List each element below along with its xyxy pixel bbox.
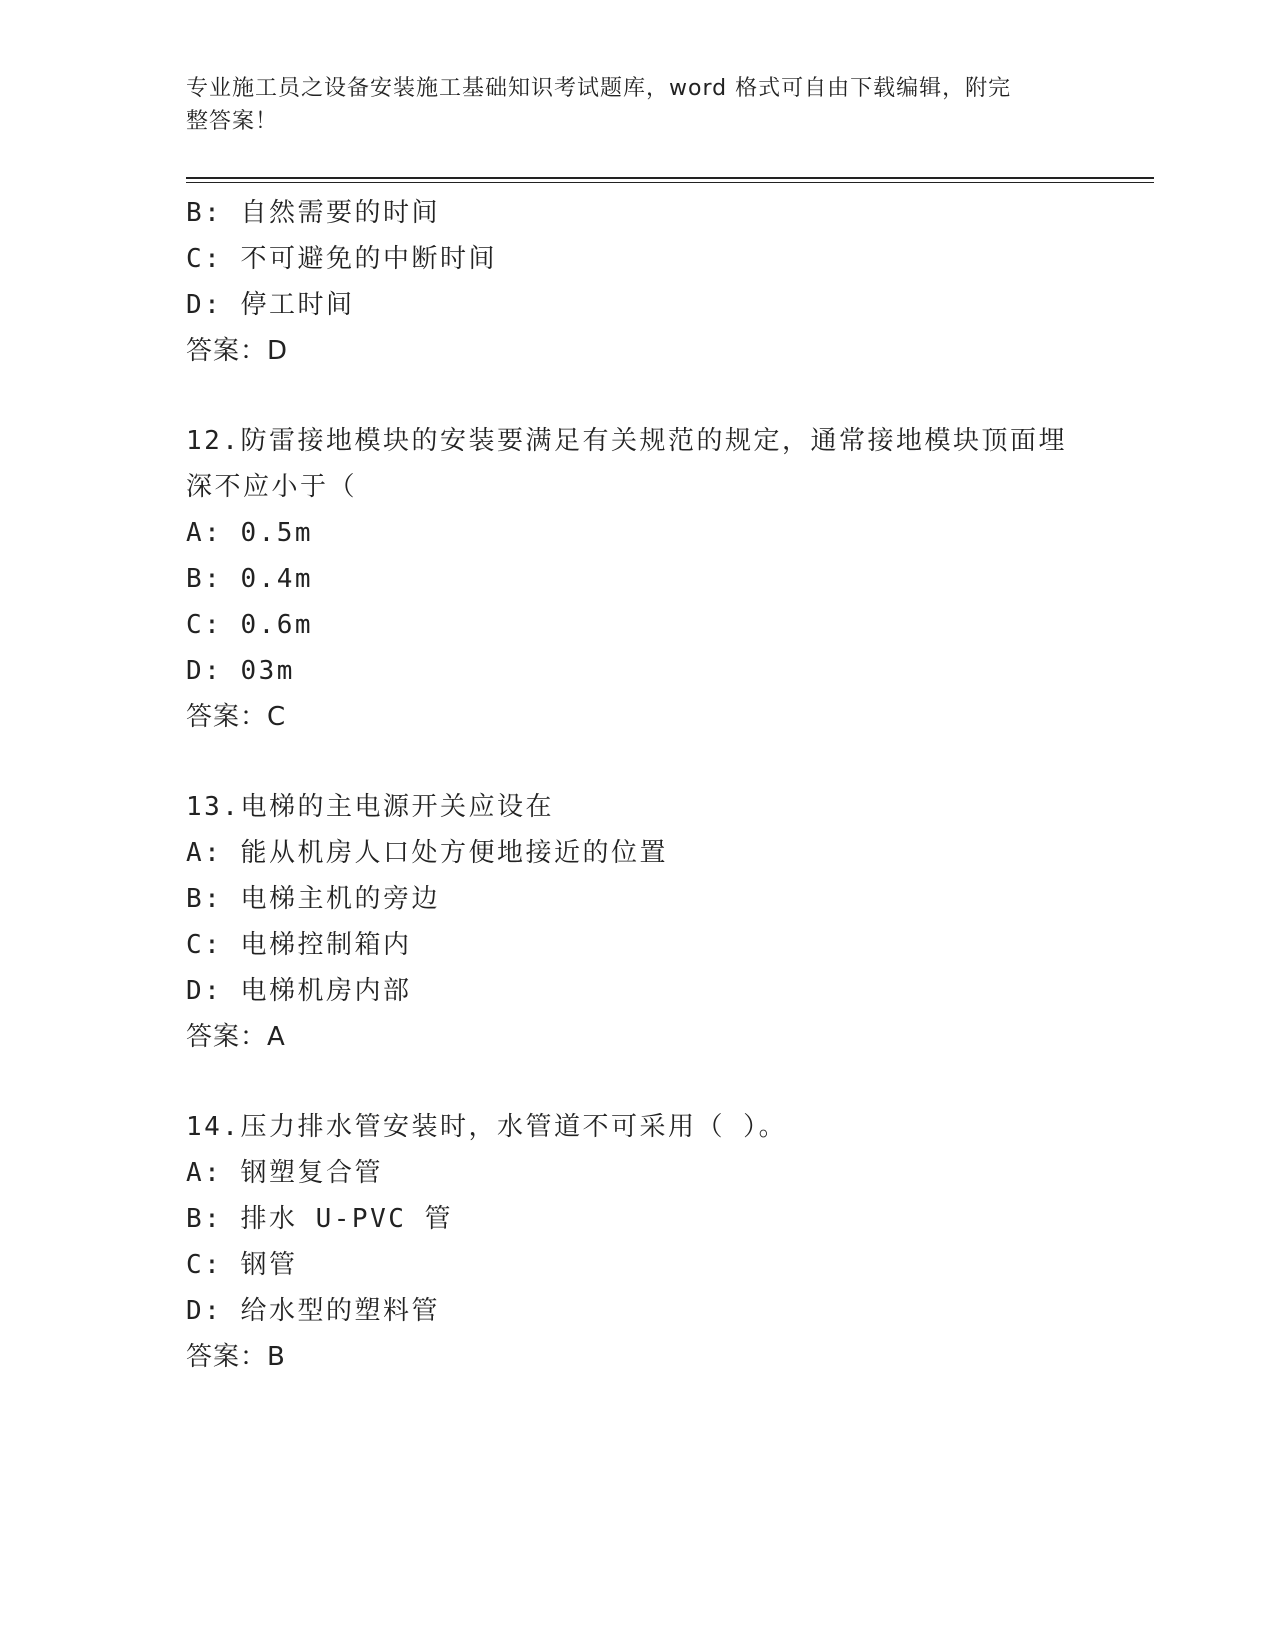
answer: 答案：A — [186, 1022, 286, 1052]
option-d: D: 停工时间 — [186, 290, 355, 320]
option-b: B: 排水 U-PVC 管 — [186, 1204, 454, 1234]
option-a: A: 能从机房人口处方便地接近的位置 — [186, 838, 668, 868]
option-a: A: 0.5m — [186, 518, 314, 548]
option-b: B: 0.4m — [186, 564, 314, 594]
option-c: C: 0.6m — [186, 610, 314, 640]
question-12 — [186, 418, 1086, 740]
question-13 — [186, 784, 1086, 1060]
question-stem: 13.电梯的主电源开关应设在 — [186, 792, 554, 822]
answer: 答案：B — [186, 1342, 286, 1372]
header-line-2: 整答案！ — [186, 109, 279, 134]
option-c: C: 钢管 — [186, 1250, 298, 1280]
option-d: D: 电梯机房内部 — [186, 976, 412, 1006]
question-list — [186, 190, 1086, 1380]
option-d: D: 03m — [186, 656, 295, 686]
header-divider-thick — [186, 177, 1154, 179]
header-divider-thin — [186, 182, 1154, 183]
option-c: C: 电梯控制箱内 — [186, 930, 412, 960]
question-stem: 14.压力排水管安装时，水管道不可采用（ ）。 — [186, 1112, 788, 1142]
question-14 — [186, 1104, 1086, 1380]
option-b: B: 电梯主机的旁边 — [186, 884, 440, 914]
question-stem-line-1: 12.防雷接地模块的安装要满足有关规范的规定，通常接地模块顶面埋 — [186, 426, 1067, 456]
option-b: B: 自然需要的时间 — [186, 198, 440, 228]
document-header — [186, 72, 1066, 138]
answer: 答案：D — [186, 336, 289, 366]
answer: 答案：C — [186, 702, 287, 732]
option-c: C: 不可避免的中断时间 — [186, 244, 497, 274]
question-11-continued — [186, 190, 1086, 374]
option-a: A: 钢塑复合管 — [186, 1158, 383, 1188]
option-d: D: 给水型的塑料管 — [186, 1296, 440, 1326]
header-line-1: 专业施工员之设备安装施工基础知识考试题库，word 格式可自由下载编辑，附完 — [186, 76, 1012, 101]
question-stem-line-2: 深不应小于（ — [186, 472, 358, 502]
